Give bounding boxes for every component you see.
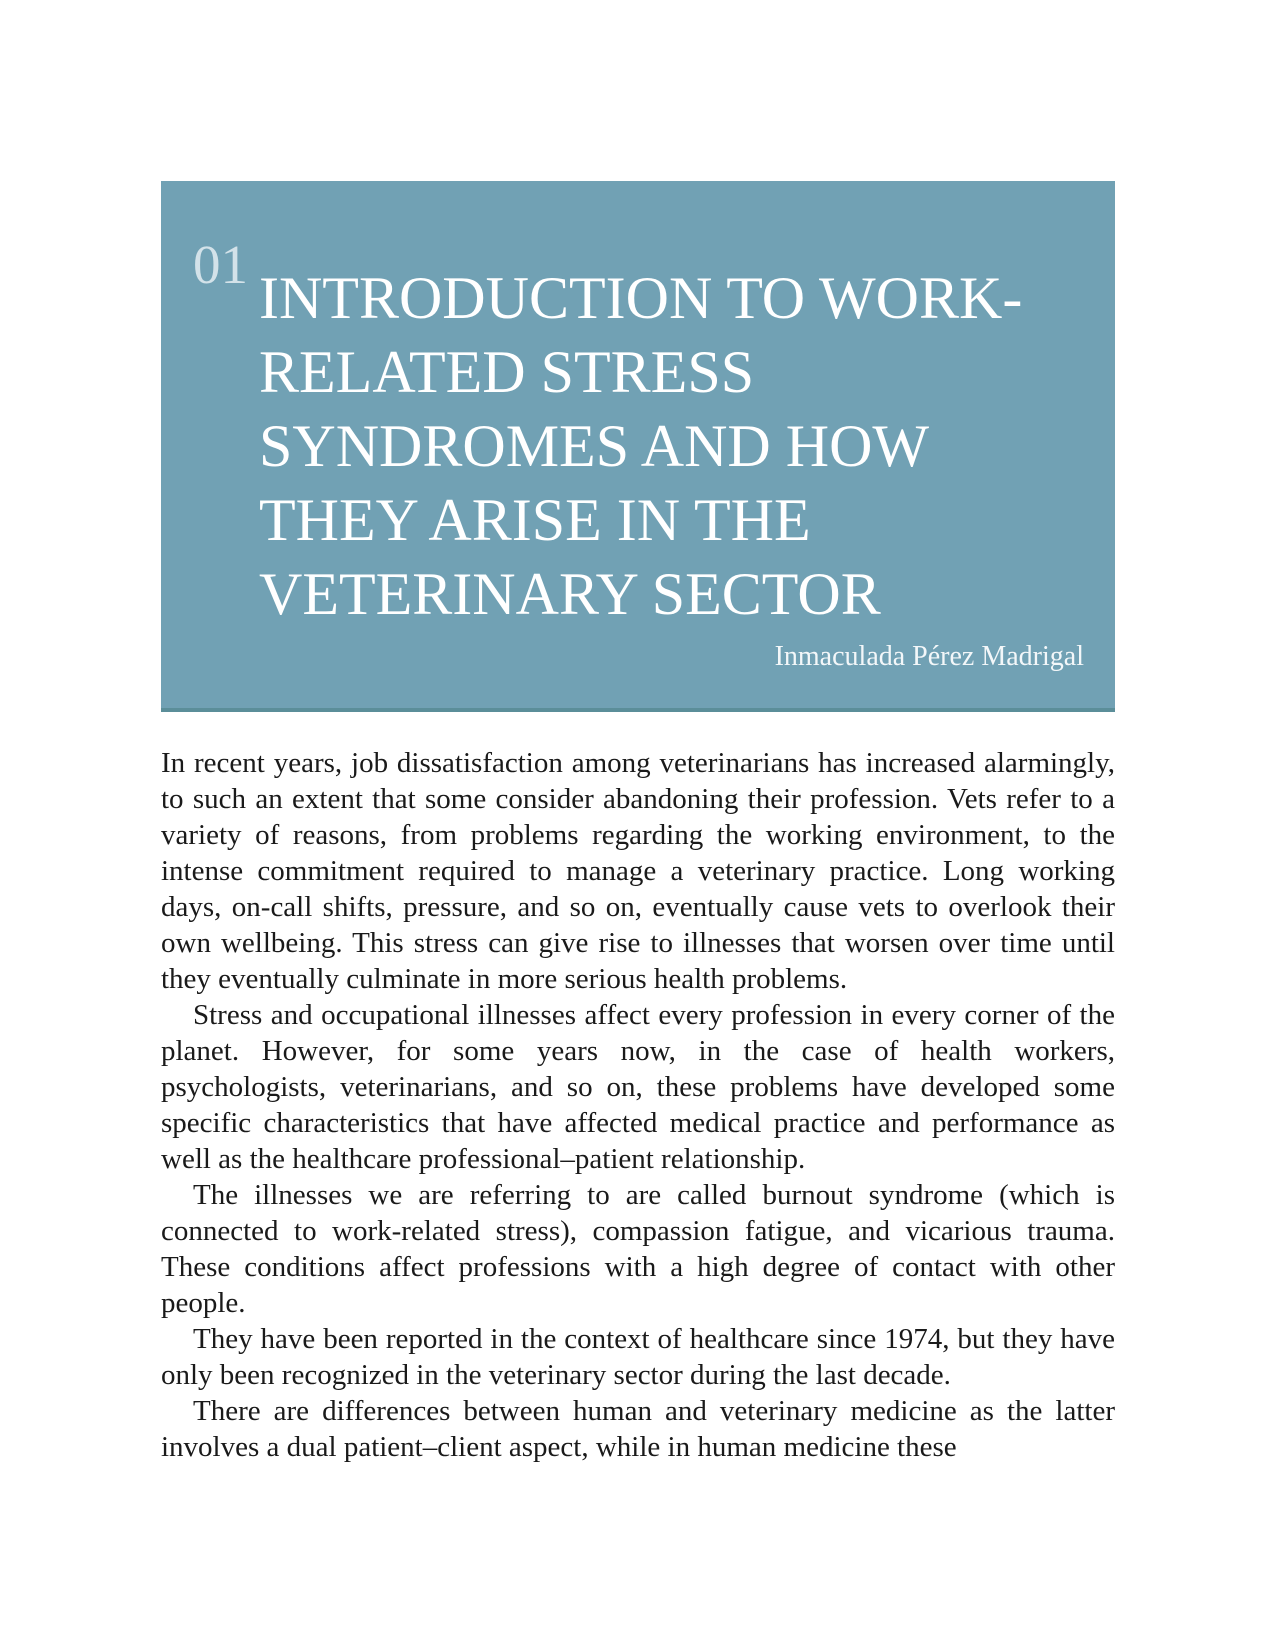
chapter-author: Inmaculada Pérez Madrigal xyxy=(774,641,1084,672)
chapter-header xyxy=(161,181,1115,712)
chapter-title: INTRODUCTION TO WORK-RELATED STRESS SYNDROMES AND HOW THEY ARISE IN THE VETERINARY SECTOR xyxy=(259,265,1023,627)
body-text xyxy=(161,745,1115,1465)
paragraph: In recent years, job dissatisfaction among veterinarians has increased alarmingly, to such an extent that some consider abandoning their profession. Vets refer to a variety of reasons, from problems regarding the working environment, to the intense commitment required to manage a veterinary practice. Long working days, on-call shifts, pressure, and so on, eventually cause vets to overlook their own wellbeing. This stress can give rise to illnesses that worsen over time until they eventually culminate in more serious health problems. xyxy=(161,747,1115,995)
paragraph: They have been reported in the context of healthcare since 1974, but they have only been recognized in the veterinary sector during the last decade. xyxy=(161,1323,1115,1391)
paragraph: Stress and occupational illnesses affect every profession in every corner of the planet. However, for some years now, in the case of health workers, psychologists, veterinarians, and so on, these problems have developed some specific characteristics that have affected medical practice and performance as well as the healthcare professional–patient relationship. xyxy=(161,999,1115,1175)
chapter-number: 01 xyxy=(193,234,248,295)
paragraph: There are differences between human and veterinary medicine as the latter involves a dual patient–client aspect, while in human medicine these xyxy=(161,1395,1115,1463)
paragraph: The illnesses we are referring to are called burnout syndrome (which is connected to work-related stress), compassion fatigue, and vicarious trauma. These conditions affect professions with a high degree of contact with other people. xyxy=(161,1179,1115,1319)
